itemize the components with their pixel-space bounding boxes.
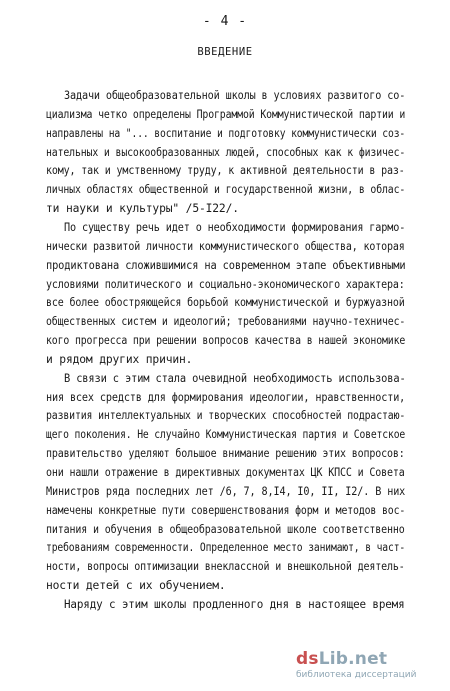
- section-heading: ВВЕДЕНИЕ: [197, 46, 253, 58]
- text-line: ности детей с их обучением.: [46, 579, 226, 593]
- text-line: намечены конкретные пути совершенствования форм и методов вос-: [46, 503, 406, 517]
- text-line: и рядом других причин.: [46, 352, 193, 366]
- text-line: продиктована сложившимися на современном этапе объективными: [46, 258, 406, 272]
- page-number: - 4 -: [202, 14, 248, 29]
- text-line: ности, вопросы оптимизации внеклассной и внешкольной деятель-: [46, 560, 405, 574]
- text-line: условиями политического и социально-экономического характера:: [46, 277, 405, 291]
- watermark-logo: [296, 649, 436, 669]
- text-line: Министров ряда последних лет /6, 7, 8,I4, I0, II, I2/. В них: [46, 484, 406, 498]
- text-line: нательных и высокообразованных людей, способных как к физичес-: [46, 145, 406, 159]
- text-line: правительство уделяют большое внимание решению этих вопросов:: [46, 447, 405, 461]
- text-line: общественных систем и идеологий; требованиями научно-техничес-: [46, 315, 406, 329]
- watermark-logo-ds: ds: [296, 649, 319, 669]
- text-line: ния всех средств для формирования идеологии, нравственности,: [46, 390, 406, 404]
- text-line: Задачи общеобразовательной школы в условиях развитого со-: [64, 89, 406, 102]
- watermark-logo-lib: Lib.net: [318, 649, 388, 669]
- text-line: все более обостряющейся борьбой коммунистической и буржуазной: [46, 296, 405, 310]
- text-line: требованиям современности. Определенное место занимают, в част-: [46, 541, 406, 555]
- text-line: развития интеллектуальных и творческих способностей подрастаю-: [46, 409, 406, 423]
- text-line: кому, так и умственному труду, к активной деятельности в раз-: [46, 164, 405, 178]
- text-line: направлены на "... воспитание и подготовку коммунистически соз-: [46, 126, 406, 140]
- watermark-subtitle: библиотека диссертаций: [296, 670, 417, 680]
- text-line: По существу речь идет о необходимости формирования гармо-: [64, 220, 406, 234]
- text-line: В связи с этим стала очевидной необходимость использова-: [64, 371, 406, 385]
- text-line: Наряду с этим школы продленного дня в настоящее время: [64, 597, 405, 611]
- text-line: они нашли отражение в директивных документах ЦК КПСС и Совета: [46, 466, 405, 479]
- text-line: щего поколения. Не случайно Коммунистическая партия и Советское: [46, 428, 406, 442]
- text-line: ти науки и культуры" /5-I22/.: [46, 202, 239, 216]
- text-line: кого прогресса при решении вопросов качества в нашей экономике: [46, 334, 406, 348]
- watermark: [296, 649, 436, 685]
- text-line: личных областях общественной и государственной жизни, в облас-: [46, 183, 406, 197]
- text-line: питания и обучения в общеобразовательной школе соответственно: [46, 522, 405, 536]
- text-line: циализма четко определены Программой Коммунистической партии и: [46, 107, 406, 121]
- text-line: нически развитой личности коммунистического общества, которая: [46, 239, 405, 253]
